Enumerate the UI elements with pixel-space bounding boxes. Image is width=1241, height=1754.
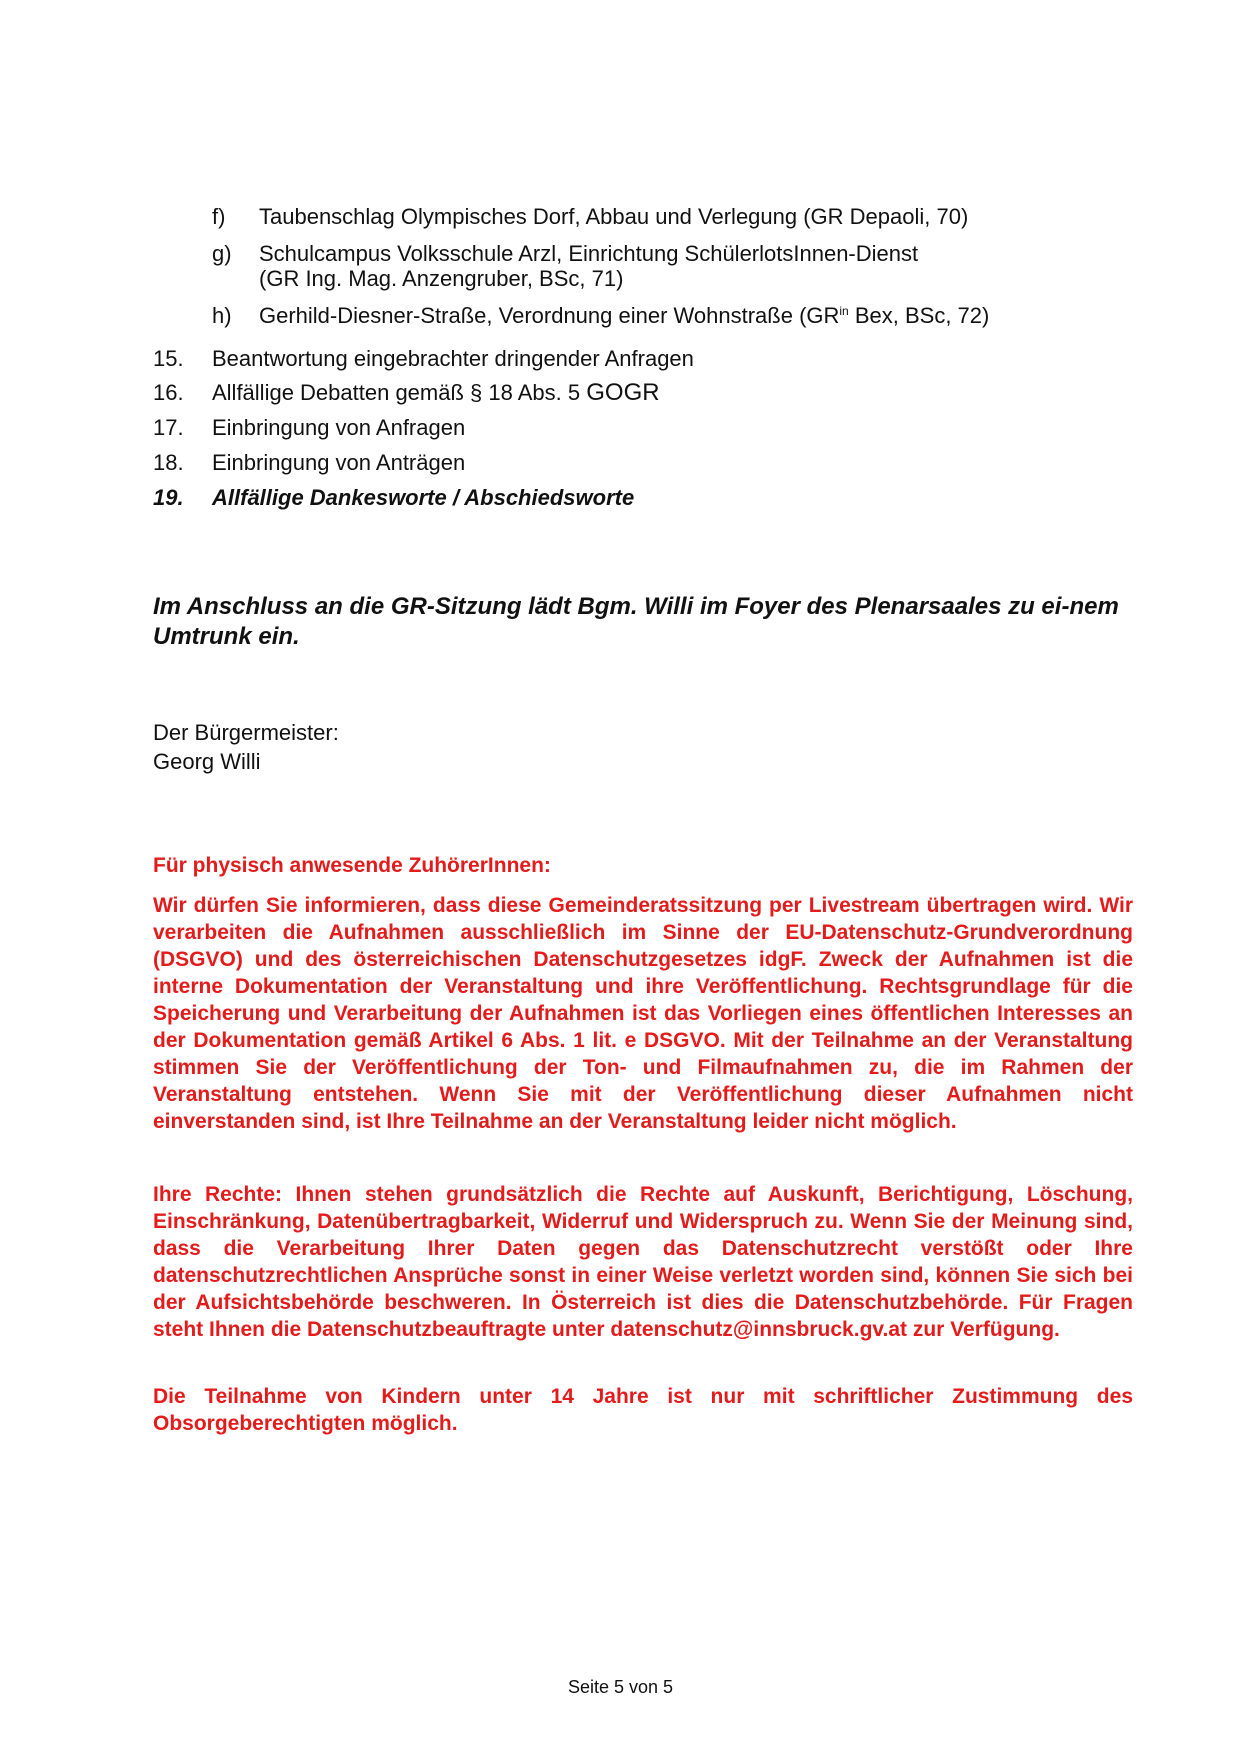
item-text: Allfällige Dankesworte / Abschiedsworte	[212, 485, 635, 510]
subitem-text: Schulcampus Volksschule Arzl, Einrichtung SchülerlotsInnen-Dienst	[259, 241, 919, 266]
item-number: 15.	[153, 346, 184, 371]
subitem-text-continued: (GR Ing. Mag. Anzengruber, BSc, 71)	[259, 266, 624, 291]
item-text: Einbringung von Anträgen	[212, 450, 466, 475]
item-text: Allfällige Debatten gemäß § 18 Abs. 5 GOGR	[212, 379, 660, 406]
subitem-label: f)	[212, 204, 226, 229]
item-number: 19.	[153, 485, 184, 510]
item-text: Beantwortung eingebrachter dringender Anfragen	[212, 346, 694, 371]
item-number: 18.	[153, 450, 184, 475]
notice-paragraph-livestream: Wir dürfen Sie informieren, dass diese Gemeinderatssitzung per Livestream übertragen wird. Wir verarbeiten die Aufnahmen ausschließlich im Sinne der EU-Datenschutz-Grundverordnung (DSGVO) und des österreichischen Datenschutzgesetzes idgF. Zweck der Aufnahmen ist die interne Dokumentation der Veranstaltung und ihre Veröffentlichung. Rechtsgrundlage für die Speicherung und Verarbeitung der Aufnahmen ist das Vorliegen eines öffentlichen Interesses an der Dokumentation gemäß Artikel 6 Abs. 1 lit. e DSGVO. Mit der Teilnahme an der Veranstaltung stimmen Sie der Veröffentlichung der Ton- und Filmaufnahmen zu, die im Rahmen der Veranstaltung entstehen. Wenn Sie mit der Veröffentlichung dieser Aufnahmen nicht einverstanden sind, ist Ihre Teilnahme an der Veranstaltung leider nicht möglich.	[153, 894, 1133, 1133]
subitem-text: Taubenschlag Olympisches Dorf, Abbau und Verlegung (GR Depaoli, 70)	[259, 204, 969, 229]
notice-paragraph-children: Die Teilnahme von Kindern unter 14 Jahre ist nur mit schriftlicher Zustimmung des Obsorgeberechtigten möglich.	[153, 1385, 1133, 1435]
page-number: Seite 5 von 5	[567, 1677, 674, 1697]
superscript-in: in	[839, 304, 849, 318]
subitem-label: h)	[212, 303, 232, 328]
item-text: Einbringung von Anfragen	[212, 415, 466, 440]
signature-role: Der Bürgermeister:	[153, 720, 339, 745]
item-number: 17.	[153, 415, 184, 440]
invitation-text: Im Anschluss an die GR-Sitzung lädt Bgm. Willi im Foyer des Plenarsaales zu ei-nem Umtrunk ein.	[153, 593, 1119, 650]
signature-block	[153, 718, 339, 776]
signature-name: Georg Willi	[153, 749, 261, 774]
subitem-label: g)	[212, 241, 232, 266]
notice-paragraph-rights: Ihre Rechte: Ihnen stehen grundsätzlich die Rechte auf Auskunft, Berichtigung, Löschung, Einschränkung, Datenübertragbarkeit, Widerruf und Widerspruch zu. Wenn Sie der Meinung sind, dass die Verarbeitung Ihrer Daten gegen das Datenschutzrecht verstößt oder Ihre datenschutzrechtlichen Ansprüche sonst in einer Weise verletzt worden sind, können Sie sich bei der Aufsichtsbehörde beschweren. In Österreich ist dies die Datenschutzbehörde. Für Fragen steht Ihnen die Datenschutzbeauftragte unter datenschutz@innsbruck.gv.at zur Verfügung.	[153, 1183, 1133, 1341]
item-number: 16.	[153, 380, 184, 405]
subitem-text: Gerhild-Diesner-Straße, Verordnung einer Wohnstraße ($GR^{in}$ Bex, BSc, 72)	[259, 303, 990, 328]
notice-heading: Für physisch anwesende ZuhörerInnen:	[153, 854, 551, 877]
